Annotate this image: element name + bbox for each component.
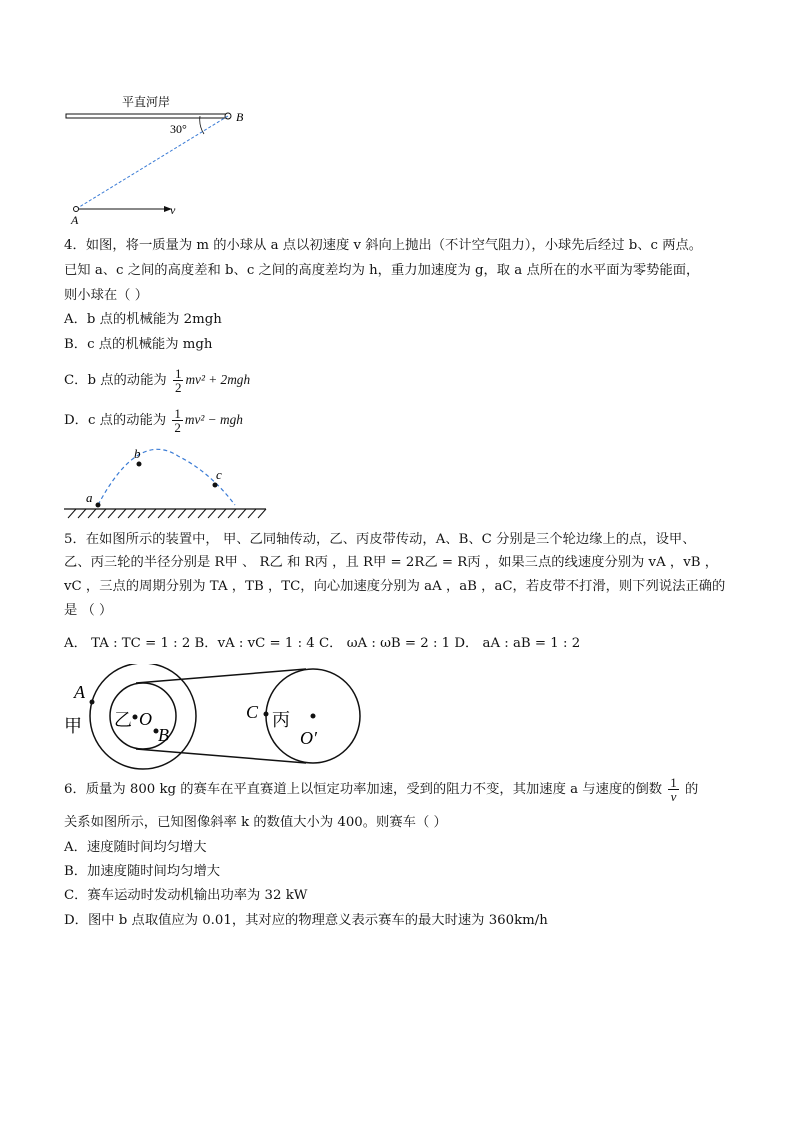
frac-num: 1 [174, 406, 181, 421]
river-bank-figure [60, 92, 260, 228]
label-jia: 甲 [64, 716, 82, 736]
q6-option-a: A．速度随时间均匀增大 [64, 840, 207, 855]
q4-line1: 4．如图，将一质量为 m 的小球从 a 点以初速度 v 斜向上抛出（不计空气阻力），小球先后经过 b、c 两点。 [64, 238, 703, 253]
q4-option-d [64, 400, 243, 440]
q6-option-c: C．赛车运动时发动机输出功率为 32 kW [64, 888, 308, 903]
label-C: C [246, 702, 259, 722]
point-c-dot [264, 712, 269, 717]
q5-line2: 乙、丙三轮的半径分别是 R甲 、 R乙 和 R丙 ，且 R甲 = 2R乙 = R丙 ，如果三点的线速度分别为 vA ，vB ， [64, 555, 719, 570]
q6-option-d: D．图中 b 点取值应为 0.01，其对应的物理意义表示赛车的最大时速为 360km/h [64, 913, 548, 928]
q4-line3: 则小球在（ ） [64, 288, 149, 303]
frac-den: 2 [174, 380, 182, 395]
q6-option-b: B．加速度随时间均匀增大 [64, 864, 221, 879]
frac-den: 2 [174, 420, 181, 435]
q5-line1: 5．在如图所示的装置中， 甲、乙同轴传动，乙、丙皮带传动，A、B、C 分别是三个轮边缘上的点，设甲、 [64, 532, 696, 547]
frac-num: 1 [670, 775, 677, 790]
ground-hatch [68, 509, 266, 518]
q4-option-a: A．b 点的机械能为 2mgh [64, 312, 222, 327]
q5-line4: 是 （ ） [64, 603, 113, 618]
label-O-prime: O′ [300, 728, 317, 748]
river-bank-label: 平直河岸 [122, 95, 171, 109]
projectile-figure [60, 442, 280, 522]
river-bank-line [66, 114, 228, 118]
q4-option-c-fraction [173, 367, 184, 394]
q4-option-c-expr: mv² + 2mgh [185, 372, 251, 387]
label-O: O [139, 709, 152, 729]
label-B: B [158, 725, 169, 745]
center-o2-dot [311, 714, 316, 719]
q6-line2: 关系如图所示，已知图像斜率 k 的数值大小为 400。则赛车（ ） [64, 815, 447, 830]
label-yi: 乙 [114, 710, 132, 730]
q5-line3: vC ，三点的周期分别为 TA ，TB ，TC，向心加速度分别为 aA ，aB ，aC，若皮带不打滑，则下列说法正确的 [64, 579, 726, 594]
pulley-figure [60, 664, 370, 774]
angle-arc [200, 116, 204, 134]
point-b-dot [137, 462, 142, 467]
belt-top [136, 669, 306, 683]
trajectory-path [98, 449, 235, 505]
label-A: A [74, 682, 85, 702]
label-bing: 丙 [272, 710, 290, 730]
q6-line1 [64, 772, 698, 808]
q4-option-d-expr: mv² − mgh [184, 412, 243, 427]
q6-line1-text: 6．质量为 800 kg 的赛车在平直赛道上以恒定功率加速，受到的阻力不变，其加速度 a 与速度的倒数 [64, 782, 663, 797]
point-a-marker [74, 207, 79, 212]
frac-den: v [670, 789, 677, 804]
point-a-dot [90, 700, 95, 705]
frac-num: 1 [174, 366, 182, 381]
point-a-label: a [86, 490, 93, 505]
point-b-label: b [134, 446, 141, 461]
q4-option-b: B．c 点的机械能为 mgh [64, 337, 213, 352]
q4-option-c [64, 360, 250, 400]
center-o-dot [133, 715, 138, 720]
q4-option-d-prefix: D．c 点的动能为 [64, 413, 167, 428]
point-a-label: A [71, 213, 79, 227]
velocity-label: v [170, 203, 176, 217]
point-c-dot [213, 483, 218, 488]
q5-options: A． TA : TC = 1 : 2 B．vA : vC = 1 : 4 C． ωA : ωB = 2 : 1 D． aA : aB = 1 : 2 [64, 636, 581, 651]
path-ab-dashed [76, 116, 228, 209]
point-c-label: c [216, 467, 222, 482]
point-b-label: B [236, 110, 244, 124]
belt-bottom [136, 749, 306, 763]
q4-line2: 已知 a、c 之间的高度差和 b、c 之间的高度差均为 h，重力加速度为 g，取 a 点所在的水平面为零势能面， [64, 263, 700, 278]
q6-line1-tail: 的 [685, 782, 699, 797]
q4-option-c-prefix: C．b 点的动能为 [64, 373, 167, 388]
angle-label: 30° [170, 122, 187, 136]
point-a-dot [96, 503, 101, 508]
q6-reciprocal-fraction [668, 776, 679, 803]
q4-option-d-fraction [172, 407, 183, 434]
